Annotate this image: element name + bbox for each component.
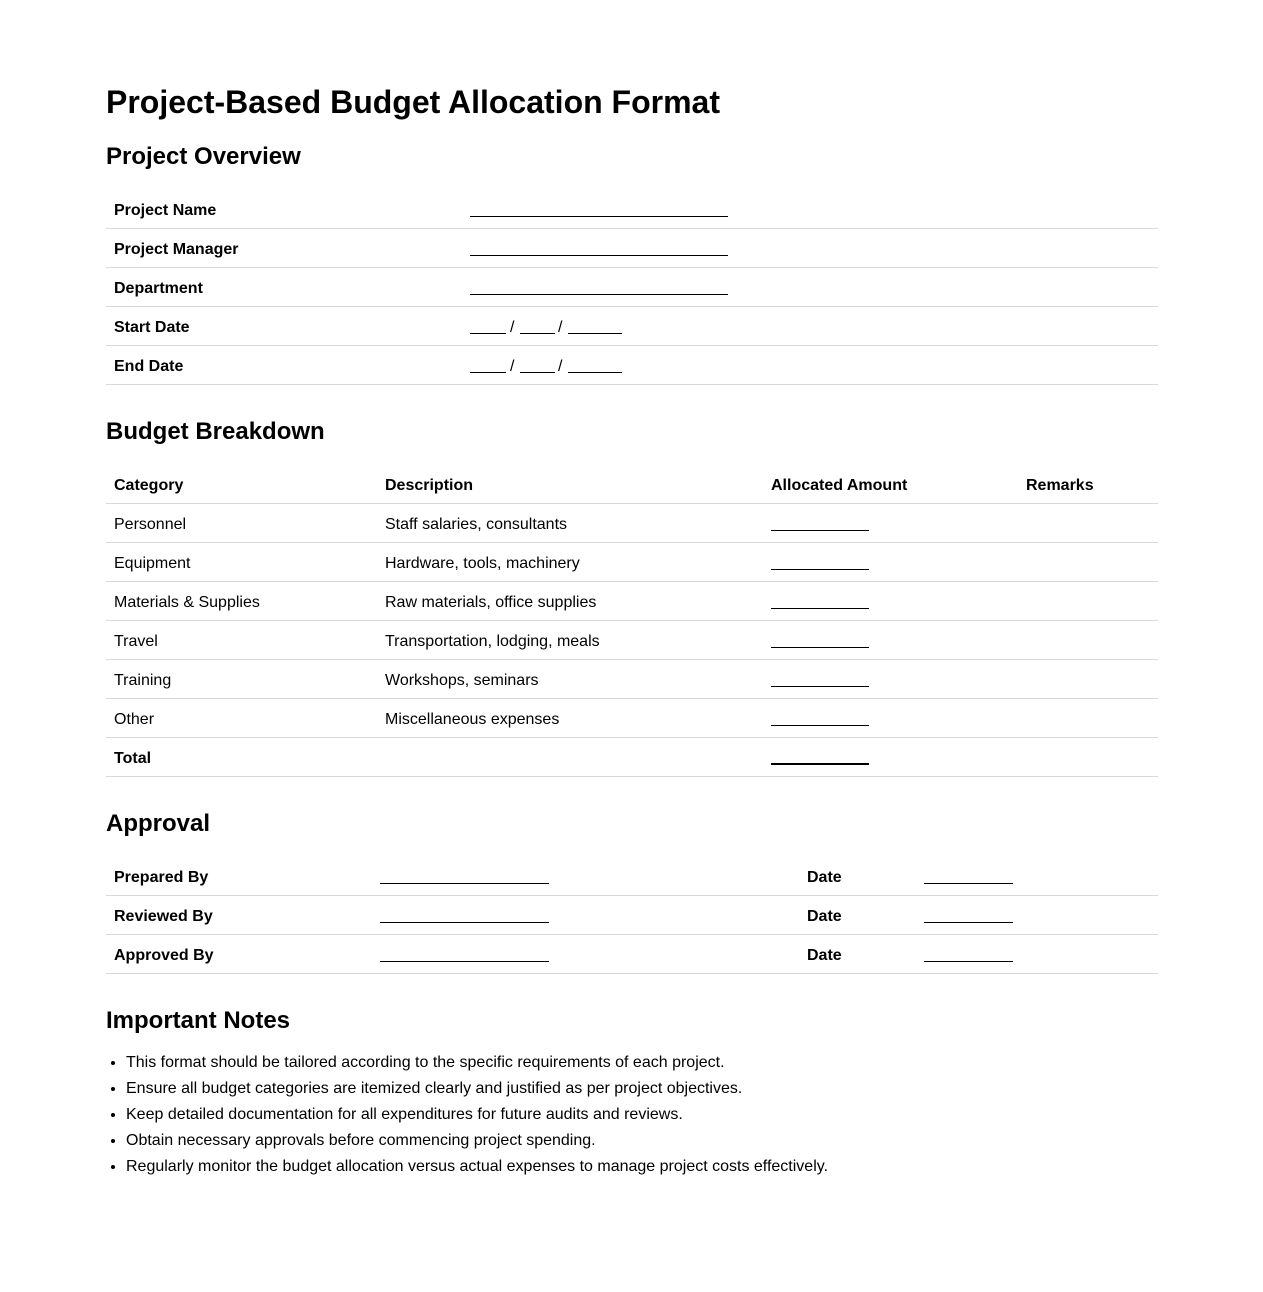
table-row: [106, 504, 1158, 543]
overview-row-start-date: [106, 307, 1158, 346]
approval-label: Approved By: [114, 947, 214, 964]
allocated-amount-field[interactable]: [771, 725, 869, 726]
allocated-amount-field[interactable]: [771, 647, 869, 648]
reviewed-date-field[interactable]: [924, 922, 1013, 923]
overview-row-project-manager: [106, 229, 1158, 268]
reviewed-by-signature-field[interactable]: [380, 922, 549, 923]
approval-row-prepared: [106, 857, 1158, 896]
overview-row-department: [106, 268, 1158, 307]
total-row: [106, 738, 1158, 777]
category-cell: Travel: [114, 633, 158, 650]
table-row: [106, 582, 1158, 621]
description-cell: Hardware, tools, machinery: [385, 555, 580, 572]
list-item: • Obtain necessary approvals before commencing project spending.: [126, 1128, 1166, 1154]
category-cell: Training: [114, 672, 172, 689]
category-cell: Personnel: [114, 516, 187, 533]
approval-label: Reviewed By: [114, 908, 213, 925]
page-title: Project-Based Budget Allocation Format: [106, 84, 720, 120]
description-cell: Transportation, lodging, meals: [385, 633, 600, 650]
date-label: Date: [807, 908, 842, 925]
description-cell: Workshops, seminars: [385, 672, 539, 689]
table-row: [106, 699, 1158, 738]
date-separator: /: [558, 358, 563, 375]
start-date-month-field[interactable]: [520, 333, 555, 334]
allocated-amount-field[interactable]: [771, 608, 869, 609]
approval-table: [106, 857, 1158, 974]
list-item: • Ensure all budget categories are itemized clearly and justified as per project objectives.: [126, 1076, 1166, 1102]
prepared-by-signature-field[interactable]: [380, 883, 549, 884]
date-separator: /: [510, 358, 515, 375]
overview-row-project-name: [106, 190, 1158, 229]
list-item: • Keep detailed documentation for all expenditures for future audits and reviews.: [126, 1102, 1166, 1128]
start-date-day-field[interactable]: [470, 333, 506, 334]
table-row: [106, 621, 1158, 660]
end-date-year-field[interactable]: [568, 372, 622, 373]
total-amount-field[interactable]: [771, 763, 869, 765]
end-date-month-field[interactable]: [520, 372, 555, 373]
approved-date-field[interactable]: [924, 961, 1013, 962]
approved-by-signature-field[interactable]: [380, 961, 549, 962]
description-cell: Miscellaneous expenses: [385, 711, 560, 728]
category-cell: Equipment: [114, 555, 191, 572]
column-header-category: Category: [114, 477, 184, 494]
end-date-day-field[interactable]: [470, 372, 506, 373]
notes-list: [106, 1050, 1166, 1180]
category-cell: Materials & Supplies: [114, 594, 260, 611]
date-separator: /: [510, 319, 515, 336]
allocated-amount-field[interactable]: [771, 569, 869, 570]
start-date-year-field[interactable]: [568, 333, 622, 334]
overview-table: [106, 190, 1158, 385]
column-header-remarks: Remarks: [1026, 477, 1094, 494]
prepared-date-field[interactable]: [924, 883, 1013, 884]
allocated-amount-field[interactable]: [771, 686, 869, 687]
project-manager-field[interactable]: [470, 255, 728, 256]
column-header-description: Description: [385, 477, 474, 494]
section-heading-overview: Project Overview: [106, 143, 301, 170]
approval-row-approved: [106, 935, 1158, 974]
approval-label: Prepared By: [114, 869, 209, 886]
table-row: [106, 660, 1158, 699]
field-label: Project Name: [114, 202, 217, 219]
field-label: Department: [114, 280, 203, 297]
section-heading-notes: Important Notes: [106, 1007, 291, 1034]
category-cell: Other: [114, 711, 155, 728]
approval-row-reviewed: [106, 896, 1158, 935]
field-label: Project Manager: [114, 241, 239, 258]
total-label: Total: [114, 750, 152, 767]
budget-table: [106, 465, 1158, 777]
description-cell: Staff salaries, consultants: [385, 516, 568, 533]
list-item: • Regularly monitor the budget allocation versus actual expenses to manage project costs effectively.: [126, 1154, 1166, 1180]
column-header-allocated-amount: Allocated Amount: [771, 477, 908, 494]
department-field[interactable]: [470, 294, 728, 295]
allocated-amount-field[interactable]: [771, 530, 869, 531]
date-label: Date: [807, 947, 842, 964]
date-separator: /: [558, 319, 563, 336]
field-label: End Date: [114, 358, 184, 375]
budget-header-row: [106, 465, 1158, 504]
section-heading-budget: Budget Breakdown: [106, 418, 325, 445]
date-label: Date: [807, 869, 842, 886]
description-cell: Raw materials, office supplies: [385, 594, 597, 611]
section-heading-approval: Approval: [106, 810, 211, 837]
overview-row-end-date: [106, 346, 1158, 385]
project-name-field[interactable]: [470, 216, 728, 217]
table-row: [106, 543, 1158, 582]
list-item: • This format should be tailored according to the specific requirements of each project.: [126, 1050, 1166, 1076]
field-label: Start Date: [114, 319, 190, 336]
